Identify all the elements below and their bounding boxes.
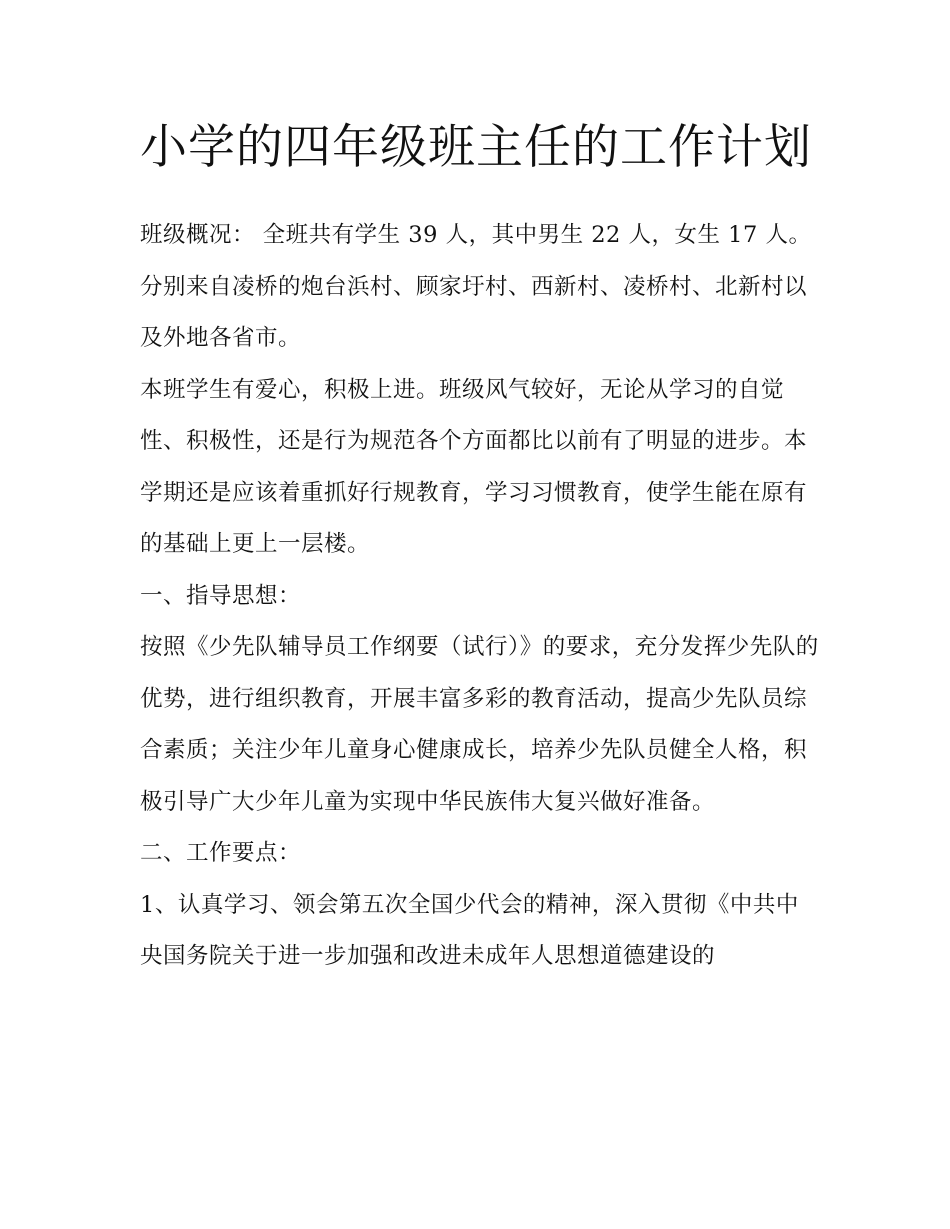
document-title: 小学的四年级班主任的工作计划: [140, 120, 812, 175]
paragraph-class-overview: 班级概况： 全班共有学生 39 人，其中男生 22 人，女生 17 人。分别来自凌桥的炮台浜村、顾家圩村、西新村、凌桥村、北新村以及外地各省市。: [140, 222, 812, 351]
paragraph-class-description: 本班学生有爱心，积极上进。班级风气较好，无论从学习的自觉性、积极性，还是行为规范各个方面都比以前有了明显的进步。本学期还是应该着重抓好行规教育，学习习惯教育，使学生能在原有的基础上更上一层楼。: [140, 376, 808, 557]
paragraph-guiding-ideology: 按照《少先队辅导员工作纲要（试行）》的要求，充分发挥少先队的优势，进行组织教育，开展丰富多彩的教育活动，提高少先队员综合素质；关注少年儿童身心健康成长，培养少先队员健全人格，积极引导广大少年儿童为实现中华民族伟大复兴做好准备。: [140, 634, 819, 815]
section-heading-work-points: 二、工作要点：: [140, 840, 302, 866]
paragraph-work-point-1: 1、认真学习、领会第五次全国少代会的精神，深入贯彻《中共中央国务院关于进一步加强和改进未成年人思想道德建设的: [140, 891, 799, 969]
document-content: [140, 112, 820, 983]
section-heading-guiding-ideology: 一、指导思想：: [140, 582, 302, 609]
